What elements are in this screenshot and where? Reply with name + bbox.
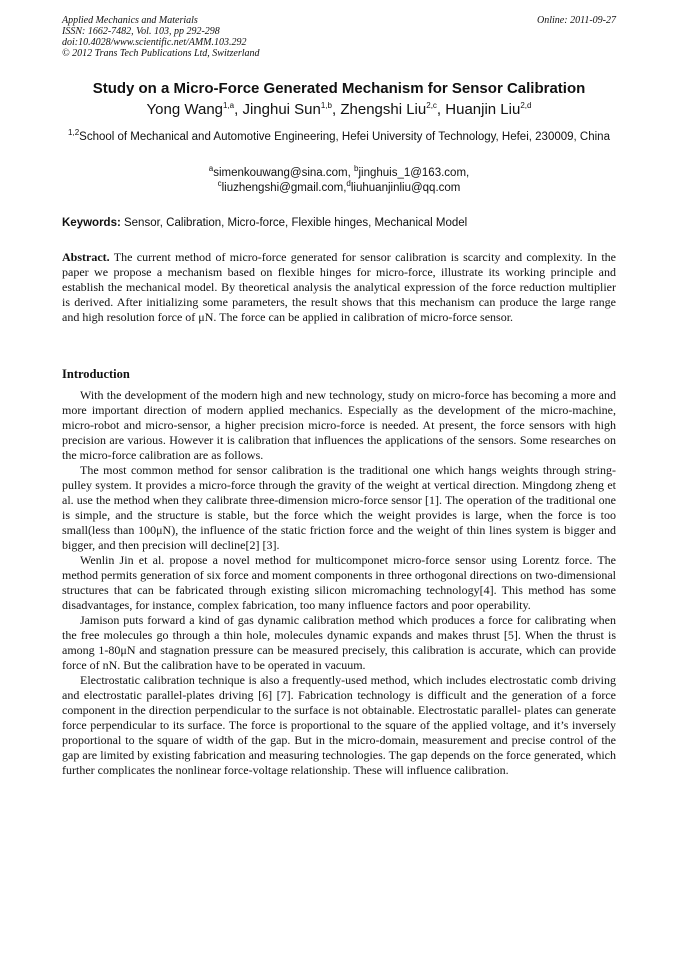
- email-b: jinghuis_1@163.com,: [358, 167, 470, 179]
- email-c: liuzhengshi@gmail.com,: [221, 182, 347, 194]
- journal-header: [62, 15, 616, 59]
- email-sup: b: [354, 164, 359, 174]
- author-list: [40, 101, 638, 119]
- author-name: Huanjin Liu: [445, 101, 521, 118]
- paper-title: Study on a Micro-Force Generated Mechanism for Sensor Calibration: [92, 80, 586, 97]
- journal-copyright: © 2012 Trans Tech Publications Ltd, Switzerland: [62, 48, 260, 59]
- author-affil-sup: 1,a: [223, 101, 235, 110]
- abstract: [62, 250, 616, 325]
- keywords-text: Sensor, Calibration, Micro-force, Flexible hinges, Mechanical Model: [120, 217, 468, 229]
- email-a: simenkouwang@sina.com,: [213, 167, 354, 179]
- author-separator: ,: [436, 101, 446, 118]
- email-sup: d: [346, 179, 351, 189]
- author-name: Yong Wang: [146, 101, 223, 118]
- paragraph: Wenlin Jin et al. propose a novel method for multicomponet micro-force sensor using Lorentz force. The method permits generation of six force and moment components in three orthogonal directions on two-dimensional structures that can be fabricated through existing silicon micromaching technology[4]. This method has some disadvantages, for instance, complex fabrication, too many influence factors and poor operability.: [62, 553, 616, 612]
- author-affil-sup: 1,b: [320, 101, 332, 110]
- abstract-label: Abstract.: [62, 250, 110, 264]
- keywords: [62, 216, 616, 231]
- email-d: liuhuanjinliu@qq.com: [350, 182, 461, 194]
- author-affil-sup: 2,d: [520, 101, 532, 110]
- journal-issn: ISSN: 1662-7482, Vol. 103, pp 292-298: [62, 26, 220, 37]
- author-name: Jinghui Sun: [242, 101, 321, 118]
- paragraph: Jamison puts forward a kind of gas dynamic calibration method which produces a force for calibrating when the free molecules go through a thin hole, molecules dynamic expands and makes thrust [5]. When the thrust is among 1-80μN and stagnation pressure can be measured precisely, this calibration is accurate, which can provide force of nN. But the calibration have to be operated in vacuum.: [62, 613, 616, 672]
- author-separator: ,: [332, 101, 341, 118]
- paragraph: Electrostatic calibration technique is also a frequently-used method, which includes electrostatic comb driving and electrostatic parallel-plates driving [6] [7]. Fabrication technology is difficult and the generation of a force component in the direction perpendicular to the surface is not obtainable. Electrostatic parallel- plates can generate force perpendicular to its surface. The force is proportional to the square of the applied voltage, and it’s inversely proportional to the square of width of the gap. But in the micro-domain, measurement and precise control of the gap are limited by existing fabrication and measuring technologies. The gap depends on the force generated, which further complicates the nonlinear force-voltage relationship. These will influence calibration.: [62, 673, 616, 777]
- paragraph: The most common method for sensor calibration is the traditional one which hangs weights through string-pulley system. It provides a micro-force through the gravity of the weight at vertical direction. Mingdong zheng et al. use the method when they calibrate three-dimension micro-force sensor [1]. The operation of the traditional one is simple, and the structure is stable, but the force which the weight provides is large, when the force is too small(less than 100μN), the influence of the static friction force and the weight of thin lines system is bigger and bigger, and then precision will decline[2] [3].: [62, 463, 616, 552]
- affiliation-text: School of Mechanical and Automotive Engineering, Hefei University of Technology, Hefei, 230009, China: [79, 131, 610, 143]
- email-sup: c: [217, 179, 222, 189]
- paragraph: With the development of the modern high and new technology, study on micro-force has becoming a more and more important direction of modern applied mechanics. Especially as the development of the micro-machine, micro-robot and micro-sensor, a higher precision micro-force is needed. At present, the force sensors with high precision are various. However it is calibration that influences the applications of the sensors. Some researches on the micro-force calibration are as follows.: [62, 388, 616, 462]
- keywords-label: Keywords:: [62, 217, 121, 229]
- journal-name: Applied Mechanics and Materials: [62, 15, 198, 26]
- email-sup: a: [208, 164, 214, 174]
- introduction-heading: Introduction: [62, 367, 130, 381]
- email-line-1: [62, 166, 616, 181]
- author-name: Zhengshi Liu: [340, 101, 427, 118]
- affiliation-sup: 1,2: [68, 128, 80, 138]
- email-line-2: [62, 181, 616, 196]
- affiliation: [62, 130, 616, 145]
- introduction-body: [62, 388, 616, 778]
- online-date: Online: 2011-09-27: [537, 15, 616, 26]
- author-separator: ,: [234, 101, 243, 118]
- abstract-text: The current method of micro-force generated for sensor calibration is scarcity and complexity. In the paper we propose a mechanism based on flexible hinges for micro-force, illustrate its working principle and establish the mechanical model. By theoretical analysis the analytical expression of the force reduction multiplier is derived. After initializing some parameters, the result shows that this mechanism can produce the large range and high resolution force of μN. The force can be applied in calibration of micro-force sensor.: [62, 250, 616, 324]
- journal-doi: doi:10.4028/www.scientific.net/AMM.103.292: [62, 37, 247, 48]
- author-affil-sup: 2,c: [426, 101, 437, 110]
- author-emails: [62, 166, 616, 196]
